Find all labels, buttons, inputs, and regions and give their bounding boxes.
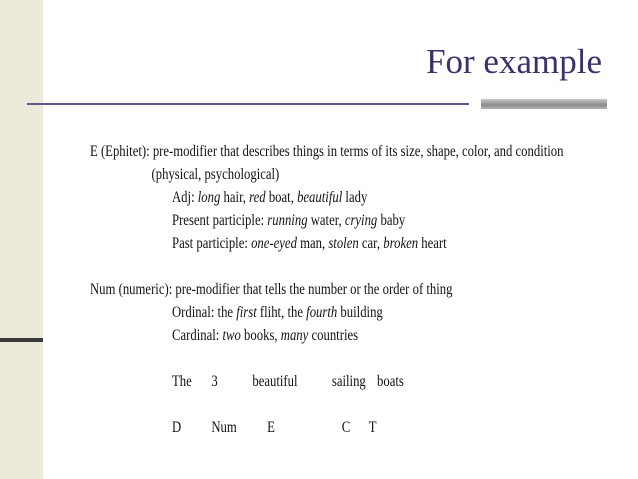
example-tag: Num — [211, 419, 237, 436]
example-words-row — [90, 370, 533, 393]
adj-text-2: boat, — [265, 189, 298, 206]
past-text-1: man, — [296, 235, 329, 252]
cardinal-text-2: countries — [308, 327, 359, 344]
example-tag: E — [267, 419, 275, 436]
adj-word-1: long — [197, 189, 221, 206]
epithet-subheading: (physical, psychological) — [151, 166, 280, 183]
past-text-3: heart — [418, 235, 447, 252]
example-tag: D — [172, 419, 182, 436]
present-text-2: baby — [377, 212, 406, 229]
title-rule — [27, 103, 469, 105]
example-tags-row — [90, 416, 533, 439]
present-participle-line — [90, 209, 533, 232]
present-word-2: crying — [344, 212, 378, 229]
slide-body — [90, 140, 564, 439]
present-word-1: running — [267, 212, 308, 229]
past-text-2: car, — [358, 235, 384, 252]
ordinal-line — [90, 301, 533, 324]
side-band-marker — [0, 338, 43, 342]
cardinal-line — [90, 324, 533, 347]
cardinal-text-1: books, — [240, 327, 281, 344]
title-rule-accent — [481, 99, 607, 109]
past-participle-line — [90, 232, 533, 255]
example-tag: T — [368, 419, 377, 436]
spacer — [90, 255, 533, 278]
adj-word-3: beautiful — [297, 189, 343, 206]
example-word: boats — [377, 373, 404, 390]
spacer — [90, 347, 533, 370]
example-tag: C — [341, 419, 351, 436]
adj-word-2: red — [249, 189, 266, 206]
example-word: beautiful — [252, 373, 298, 390]
cardinal-prefix: Cardinal: — [172, 327, 223, 344]
slide-title: For example — [426, 42, 602, 81]
spacer — [90, 393, 533, 416]
past-word-3: broken — [383, 235, 419, 252]
epithet-heading: E (Ephitet): pre-modifier that describes things in terms of its size, shape, color, and condition — [90, 143, 564, 160]
ordinal-word-1: first — [236, 304, 257, 321]
cardinal-word-1: two — [222, 327, 241, 344]
numeric-heading: Num (numeric): pre-modifier that tells the number or the order of thing — [90, 281, 453, 298]
past-word-2: stolen — [328, 235, 359, 252]
past-word-1: one-eyed — [251, 235, 297, 252]
ordinal-text-2: building — [337, 304, 383, 321]
example-word: The — [172, 373, 192, 390]
adj-line — [90, 186, 533, 209]
ordinal-prefix: Ordinal: the — [172, 304, 237, 321]
side-band — [0, 0, 43, 479]
adj-text-3: lady — [342, 189, 368, 206]
adj-text-1: hair, — [220, 189, 250, 206]
example-word: sailing — [331, 373, 366, 390]
ordinal-text-1: fliht, the — [256, 304, 307, 321]
cardinal-word-2: many — [280, 327, 309, 344]
present-text-1: water, — [307, 212, 345, 229]
adj-prefix: Adj: — [172, 189, 198, 206]
past-prefix: Past participle: — [172, 235, 252, 252]
ordinal-word-2: fourth — [306, 304, 338, 321]
present-prefix: Present participle: — [172, 212, 268, 229]
example-word: 3 — [211, 373, 218, 390]
